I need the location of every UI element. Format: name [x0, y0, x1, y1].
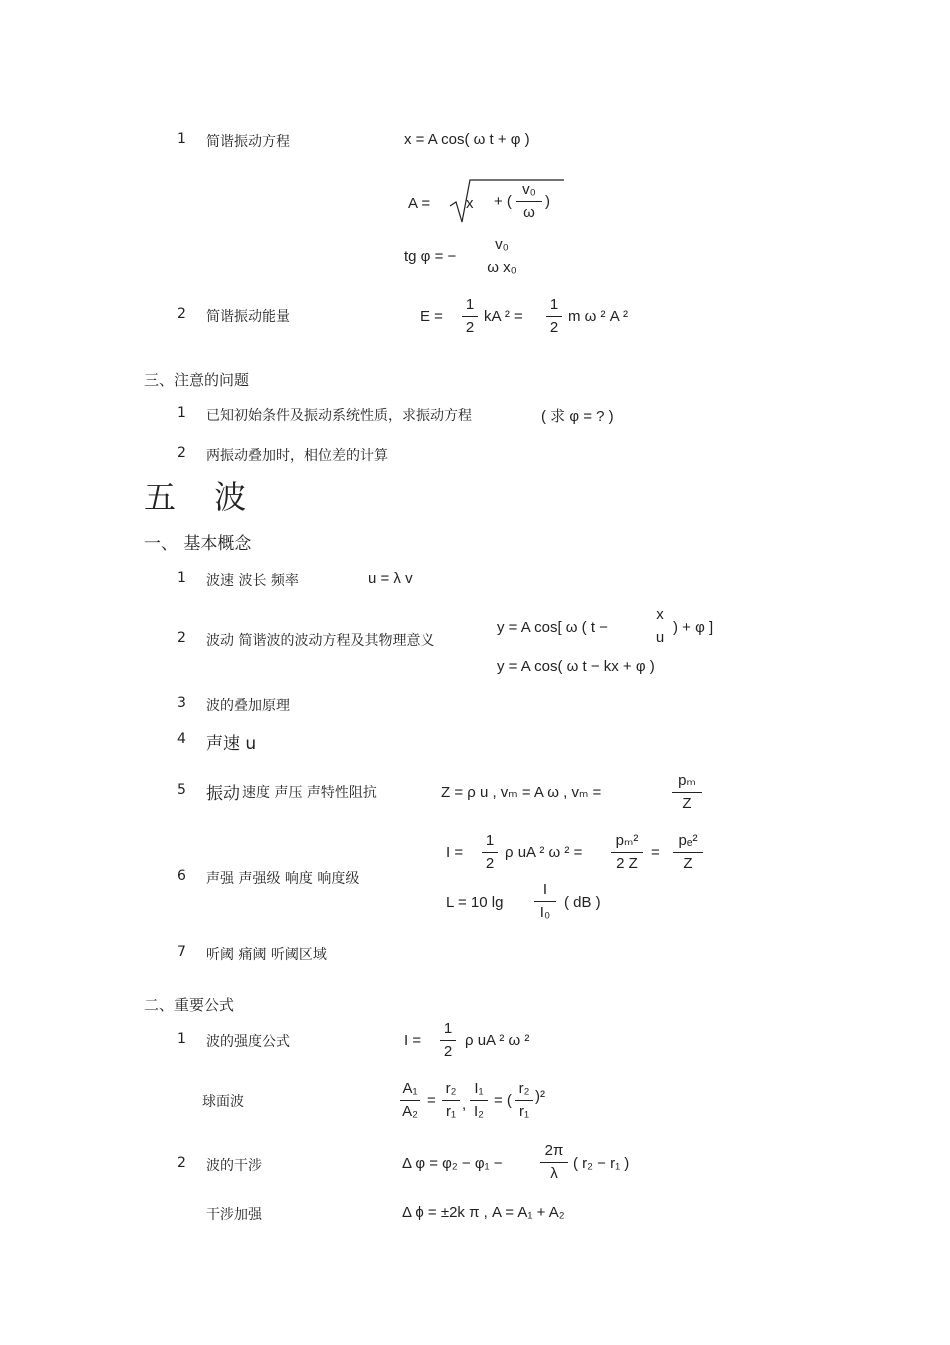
item-label: 波速 波长 频率 [206, 573, 299, 589]
intensity-fraction-3 [673, 832, 703, 873]
frac-top: x [656, 606, 664, 623]
intensity-eq: = [651, 844, 660, 861]
section-title: 一、 基本概念 [144, 534, 252, 554]
item-label: 已知初始条件及振动系统性质，求振动方程 [206, 408, 472, 424]
wave-eq-fraction [652, 606, 668, 647]
frac-bottom: 2 [465, 319, 475, 336]
interference-fraction [540, 1142, 568, 1183]
item-number: 2 [177, 1155, 186, 1171]
item-note: ( 求 φ = ? ) [541, 408, 614, 425]
sph-fraction-a [400, 1080, 420, 1121]
item-number: 1 [177, 131, 186, 147]
item-number: 2 [177, 445, 186, 461]
frac-bottom: λ [550, 1165, 558, 1182]
frac-bottom: 2 [443, 1043, 453, 1060]
item-number: 7 [177, 944, 186, 960]
sph-fraction-r2 [515, 1080, 533, 1121]
vm-fraction [672, 772, 702, 813]
amp-lhs: A = [408, 195, 431, 212]
chapter-title: 五 波 [144, 478, 261, 516]
interference-eq-b: ( r₂ − r₁ ) [573, 1155, 630, 1172]
frac-bottom: I₂ [474, 1103, 484, 1120]
item-label: 波动 简谐波的波动方程及其物理意义 [206, 633, 435, 649]
frac-top: A₁ [402, 1080, 418, 1097]
frac-bottom: I₀ [539, 904, 551, 921]
wave-speed-eq: u = λ v [368, 570, 413, 587]
frac-top: 1 [549, 296, 559, 313]
frac-top: I [542, 881, 548, 898]
section-title: 三、注意的问题 [144, 371, 250, 389]
item-number: 1 [177, 405, 186, 421]
item-label: 波的干涉 [206, 1158, 262, 1174]
frac-top: 1 [443, 1020, 453, 1037]
frac-bottom: r₁ [445, 1103, 457, 1120]
amp-frac-den: ω [523, 204, 535, 221]
amp-close: ) [545, 193, 550, 210]
item-number: 3 [177, 695, 186, 711]
item-label: 声强 声强级 响度 响度级 [206, 871, 360, 887]
frac-bottom: Z [683, 855, 693, 872]
level-unit: ( dB ) [564, 894, 601, 911]
sph-comma: , [462, 1096, 467, 1113]
frac-bottom: A₂ [402, 1103, 418, 1120]
wave-eq-1a: y = A cos[ ω ( t − [497, 619, 608, 636]
frac-top: r₂ [518, 1080, 530, 1097]
intensity-fraction-1 [482, 832, 498, 873]
sph-fraction-i [470, 1080, 488, 1121]
energy-mid: kA ² = [484, 308, 523, 325]
sph-eq-2: = ( [494, 1092, 512, 1109]
item-label: 两振动叠加时，相位差的计算 [206, 448, 388, 464]
item-number: 6 [177, 868, 186, 884]
level-fraction [534, 881, 556, 922]
frac-bottom: r₁ [518, 1103, 530, 1120]
frac-bottom: 2 [549, 319, 559, 336]
item-number: 4 [177, 731, 186, 747]
frac-top: 2π [544, 1142, 564, 1159]
constructive-eq: Δ ϕ = ±2k π , A = A₁ + A₂ [402, 1204, 565, 1221]
shm-equation: x = A cos( ω t + φ ) [404, 131, 530, 148]
intensity-mid: ρ uA ² ω ² = [505, 844, 583, 861]
frac-top: r₂ [445, 1080, 457, 1097]
amp-plus: + ( [494, 193, 512, 210]
item-number: 1 [177, 570, 186, 586]
frac-bottom: 2 Z [616, 855, 638, 872]
sph-fraction-r [442, 1080, 460, 1121]
sph-eq-1: = [427, 1092, 436, 1109]
wave-intensity-lhs: I = [404, 1032, 422, 1049]
frac-top: pₘ [678, 772, 696, 789]
frac-top: 1 [485, 832, 495, 849]
energy-end: m ω ² A ² [568, 308, 629, 325]
frac-bottom: 2 [485, 855, 495, 872]
frac-top: pₘ² [615, 832, 639, 849]
tg-frac-num: v₀ [495, 236, 509, 253]
tg-lhs: tg φ = − [404, 248, 457, 265]
frac-bottom: u [655, 629, 665, 646]
section-title: 二、重要公式 [144, 996, 235, 1014]
item-label: 声速 u [206, 734, 257, 754]
intensity-lhs: I = [446, 844, 464, 861]
item-label-a: 振动 [206, 784, 240, 804]
item-label: 干涉加强 [206, 1207, 262, 1223]
item-label: 波的强度公式 [206, 1034, 290, 1050]
item-label-b: 速度 声压 声特性阻抗 [242, 785, 377, 801]
item-number: 2 [177, 630, 186, 646]
tg-fraction [482, 236, 522, 277]
item-label: 简谐振动方程 [206, 134, 290, 150]
wave-intensity-fraction [440, 1020, 456, 1061]
amp-x0: x [466, 195, 474, 212]
item-label: 听阈 痛阈 听阈区域 [206, 947, 327, 963]
item-label: 简谐振动能量 [206, 309, 290, 325]
item-number: 5 [177, 782, 186, 798]
frac-top: I₁ [474, 1080, 484, 1097]
level-lhs: L = 10 lg [446, 894, 504, 911]
item-label: 球面波 [202, 1094, 244, 1110]
wave-eq-1b: ) + φ ] [673, 619, 714, 636]
frac-bottom: Z [682, 795, 692, 812]
intensity-fraction-2 [611, 832, 643, 873]
sph-close: )² [535, 1088, 545, 1105]
energy-fraction-2 [546, 296, 562, 337]
amp-fraction [516, 181, 542, 222]
wave-intensity-end: ρ uA ² ω ² [465, 1032, 530, 1049]
energy-lhs: E = [420, 308, 443, 325]
tg-frac-den: ω x₀ [487, 259, 517, 276]
item-number: 2 [177, 306, 186, 322]
impedance-eq: Z = ρ u , vₘ = A ω , vₘ = [441, 784, 602, 801]
frac-top: pₑ² [678, 832, 698, 849]
frac-top: 1 [465, 296, 475, 313]
energy-fraction-1 [462, 296, 478, 337]
interference-eq-a: Δ φ = φ₂ − φ₁ − [402, 1155, 503, 1172]
amp-frac-num: v₀ [522, 181, 536, 198]
item-label: 波的叠加原理 [206, 698, 290, 714]
item-number: 1 [177, 1031, 186, 1047]
wave-eq-2: y = A cos( ω t − kx + φ ) [497, 658, 655, 675]
